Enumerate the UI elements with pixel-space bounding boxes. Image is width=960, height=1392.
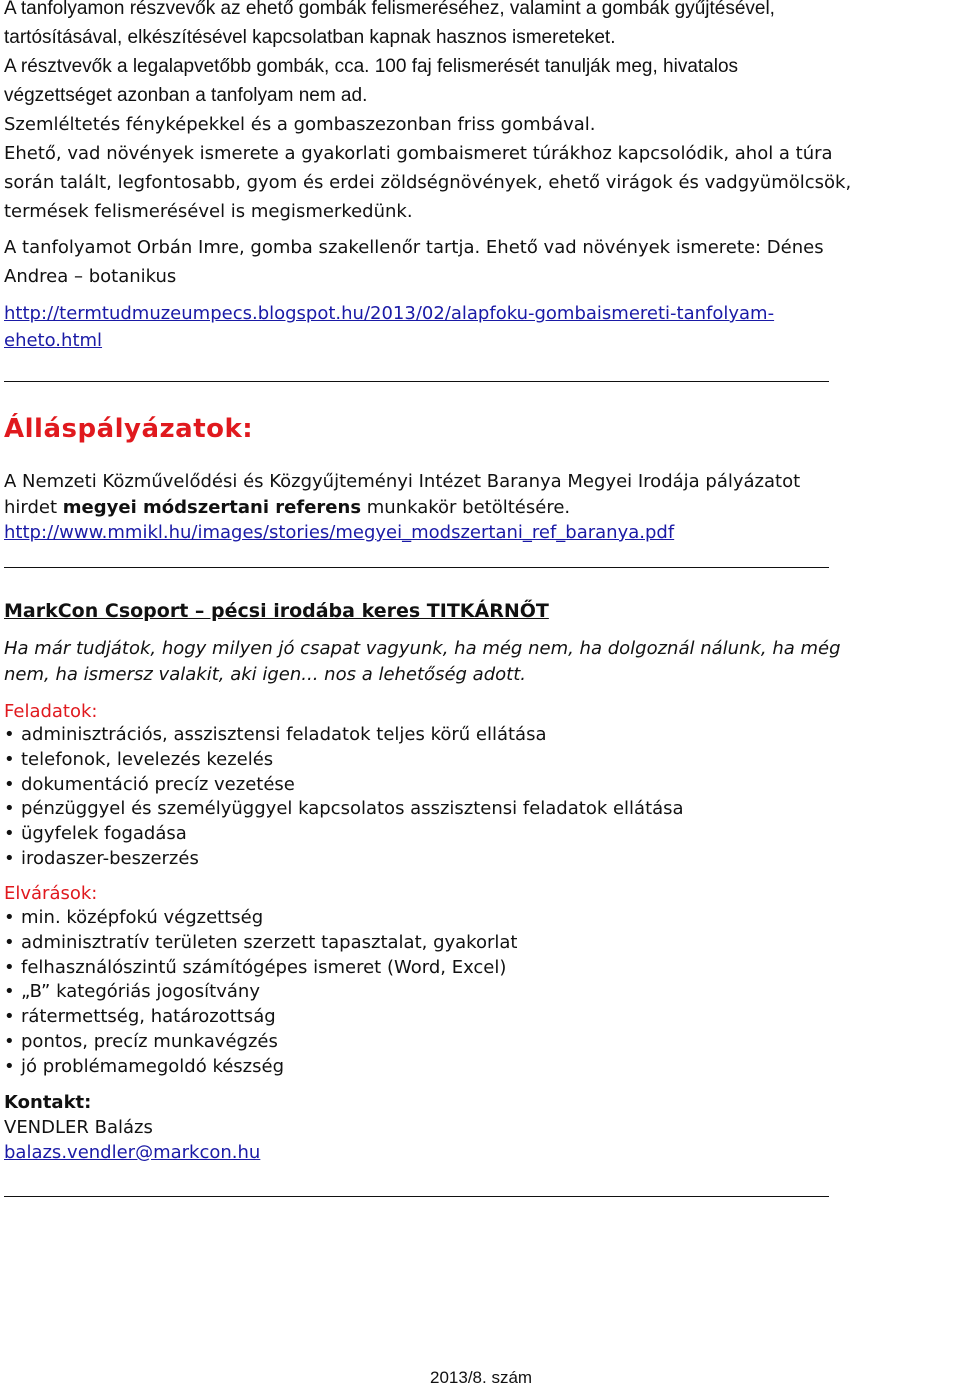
bullet-icon: • — [4, 907, 15, 928]
list-item — [4, 1005, 517, 1030]
bullet-icon: • — [4, 847, 15, 869]
job-tenders-heading: Álláspályázatok: — [4, 414, 254, 444]
markcon-job-title: MarkCon Csoport – pécsi irodába keres TITKÁRNŐT — [4, 600, 549, 622]
list-item-text: pénzüggyel és személyüggyel kapcsolatos asszisztensi feladatok ellátása — [21, 798, 684, 820]
tender-text-line: A Nemzeti Közművelődési és Közgyűjteményi Intézet Baranya Megyei Irodája pályázatot — [4, 471, 801, 492]
tender-position: megyei módszertani referens — [62, 496, 362, 518]
list-item — [4, 797, 684, 822]
list-item-text: rátermettség, határozottság — [21, 1006, 276, 1028]
list-item-text: dokumentáció precíz vezetése — [21, 773, 295, 795]
course-text-line: A tanfolyamon részvevők az ehető gombák felismeréséhez, valamint a gombák gyűjtésével, — [4, 0, 775, 19]
list-item — [4, 847, 684, 872]
bullet-icon: • — [4, 981, 15, 1003]
markcon-intro — [4, 636, 956, 687]
list-item-text: ügyfelek fogadása — [21, 823, 187, 845]
course-text-line: tartósításával, elkészítésével kapcsolatban kapnak hasznos ismereteket. — [4, 27, 616, 48]
course-text-line: A résztvevők a legalapvetőbb gombák, cca. 100 faj felismerését tanulják meg, hivatalos — [4, 56, 739, 77]
list-item — [4, 773, 684, 798]
job-tender-section — [4, 469, 956, 546]
intro-line: Ha már tudjátok, hogy milyen jó csapat vagyunk, ha még nem, ha dolgoznál nálunk, ha még — [4, 638, 841, 659]
requirements-label: Elvárások: — [4, 883, 98, 904]
course-text-line: Ehető, vad növények ismerete a gyakorlati gombaismeret túrákhoz kapcsolódik, ahol a túra — [4, 143, 833, 164]
tasks-list — [4, 723, 684, 872]
course-link-block — [4, 300, 956, 354]
contact-name: VENDLER Balázs — [4, 1117, 153, 1138]
list-item-text: adminisztratív területen szerzett tapasztalat, gyakorlat — [21, 931, 518, 953]
bullet-icon: • — [4, 1055, 15, 1077]
issue-footer: 2013/8. szám — [430, 1368, 533, 1387]
tender-text: hirdet — [4, 496, 63, 518]
list-item — [4, 906, 517, 931]
list-item-text: telefonok, levelezés kezelés — [21, 748, 274, 770]
course-text-line: során talált, legfontosabb, gyom és erdei zöldségnövények, ehető virágok és vadgyümölcsök, — [4, 172, 852, 193]
list-item — [4, 748, 684, 773]
course-text-line: Szemléltetés fényképekkel és a gombaszezonban friss gombával. — [4, 114, 596, 135]
section-divider — [4, 1196, 829, 1197]
course-instructors-section — [4, 233, 956, 354]
section-divider — [4, 567, 829, 568]
list-item — [4, 723, 684, 748]
list-item-text: adminisztrációs, asszisztensi feladatok teljes körű ellátása — [21, 724, 547, 745]
tender-text: munkakör betöltésére. — [361, 496, 571, 518]
mushroom-course-section — [4, 0, 956, 226]
list-item-text: felhasználószintű számítógépes ismeret (Word, Excel) — [21, 956, 507, 978]
tender-text-line — [4, 495, 956, 521]
list-item — [4, 822, 684, 847]
list-item — [4, 956, 517, 981]
tasks-label: Feladatok: — [4, 701, 98, 722]
requirements-list — [4, 906, 517, 1080]
bullet-icon: • — [4, 823, 15, 845]
bullet-icon: • — [4, 748, 15, 770]
course-link[interactable] — [4, 303, 774, 351]
course-text-line: termések felismerésével is megismerkedünk. — [4, 201, 413, 222]
list-item — [4, 1030, 517, 1055]
bullet-icon: • — [4, 931, 15, 953]
instructors-line: Andrea – botanikus — [4, 266, 177, 287]
list-item — [4, 980, 517, 1005]
list-item-text: min. középfokú végzettség — [21, 907, 264, 928]
course-link-part: eheto.html — [4, 330, 103, 351]
contact-block — [4, 1090, 260, 1165]
bullet-icon: • — [4, 798, 15, 820]
contact-email-link[interactable]: balazs.vendler@markcon.hu — [4, 1142, 261, 1163]
bullet-icon: • — [4, 1006, 15, 1028]
list-item-text: jó problémamegoldó készség — [21, 1055, 285, 1077]
section-divider — [4, 381, 829, 382]
bullet-icon: • — [4, 956, 15, 978]
course-link-part: http://termtudmuzeumpecs.blogspot.hu/2013/02/alapfoku-gombaismereti-tanfolyam- — [4, 303, 775, 324]
list-item-text: pontos, precíz munkavégzés — [21, 1030, 278, 1052]
contact-label: Kontakt: — [4, 1092, 92, 1113]
list-item — [4, 1055, 517, 1080]
bullet-icon: • — [4, 1030, 15, 1052]
bullet-icon: • — [4, 724, 15, 745]
course-text-line: végzettséget azonban a tanfolyam nem ad. — [4, 85, 368, 106]
list-item-text: „B” kategóriás jogosítvány — [21, 981, 260, 1003]
list-item — [4, 931, 517, 956]
tender-link[interactable]: http://www.mmikl.hu/images/stories/megyei_modszertani_ref_baranya.pdf — [4, 522, 675, 543]
bullet-icon: • — [4, 773, 15, 795]
instructors-line: A tanfolyamot Orbán Imre, gomba szakellenőr tartja. Ehető vad növények ismerete: Dénes — [4, 237, 824, 258]
intro-line: nem, ha ismersz valakit, aki igen... nos a lehetőség adott. — [4, 663, 526, 685]
list-item-text: irodaszer-beszerzés — [21, 847, 199, 869]
